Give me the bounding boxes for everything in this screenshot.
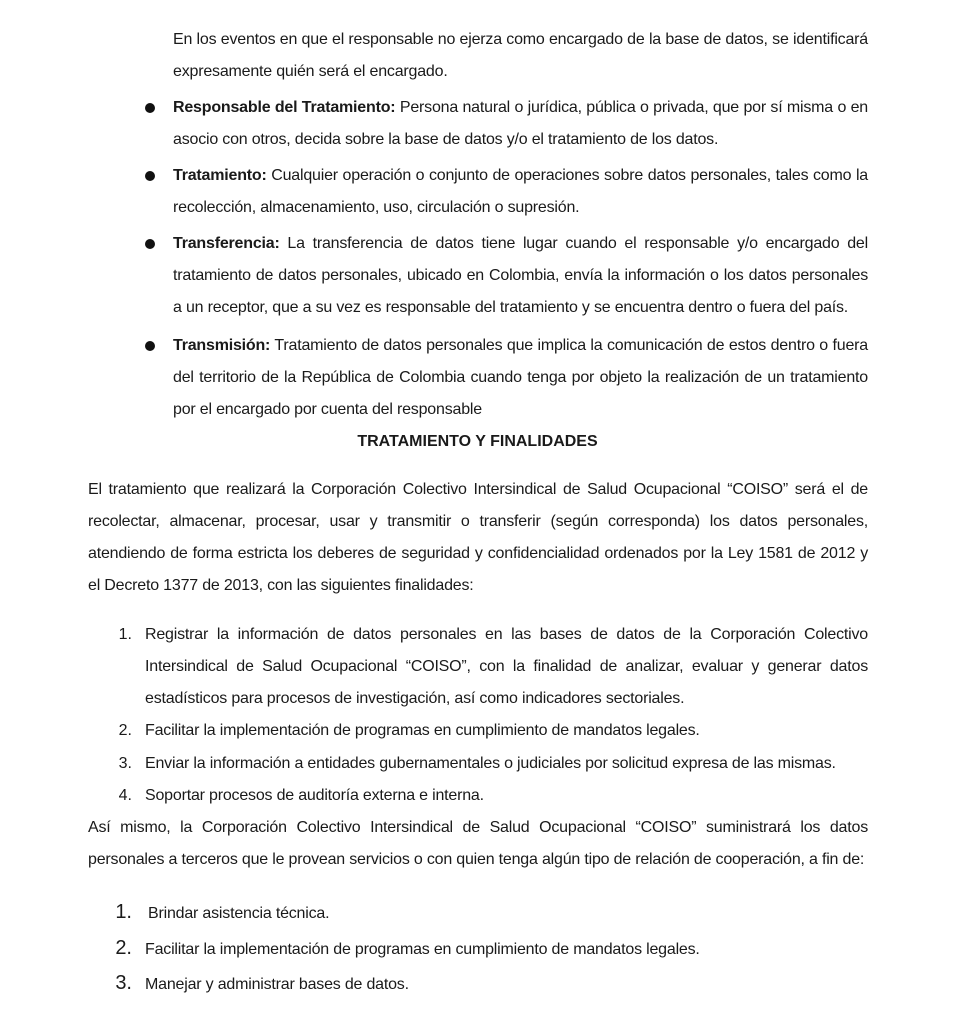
- definition-text: Cualquier operación o conjunto de operaciones sobre datos personales, tales como la recolección, almacenamiento, uso, circulación o supresión.: [173, 167, 868, 216]
- definition-item: [173, 160, 868, 224]
- bullet-dot-icon: [145, 239, 155, 249]
- bullet-dot-icon: [145, 103, 155, 113]
- list-number: 2.: [118, 722, 132, 739]
- definition-item: [173, 330, 868, 426]
- definition-term: Transferencia:: [173, 235, 280, 252]
- section-heading: TRATAMIENTO Y FINALIDADES: [357, 433, 598, 450]
- definition-item: [173, 228, 868, 324]
- definition-text: Tratamiento de datos personales que implica la comunicación de estos dentro o fuera del territorio de la República de Colombia cuando tenga por objeto la realización de un tratamiento por el encargado por cuenta del responsable: [173, 337, 868, 418]
- list-item: Facilitar la implementación de programas en cumplimiento de mandatos legales.: [145, 941, 700, 958]
- section-paragraph: El tratamiento que realizará la Corporación Colectivo Intersindical de Salud Ocupacional “COISO” será el de recolectar, almacenar, procesar, usar y transmitir o transferir (según corresponda) los datos personales, atendiendo de forma estricta los deberes de seguridad y confidencialidad ordenados por la Ley 1581 de 2012 y el Decreto 1377 de 2013, con las siguientes finalidades:: [88, 481, 868, 594]
- list-item: Brindar asistencia técnica.: [148, 905, 330, 922]
- list-item: Manejar y administrar bases de datos.: [145, 976, 409, 993]
- definition-text: Persona natural o jurídica, pública o privada, que por sí misma o en asocio con otros, decida sobre la base de datos y/o el tratamiento de los datos.: [173, 99, 868, 148]
- list-item: Soportar procesos de auditoría externa e interna.: [145, 787, 484, 804]
- list-item: Enviar la información a entidades gubernamentales o judiciales por solicitud expresa de las mismas.: [145, 755, 836, 772]
- terceros-paragraph: Así mismo, la Corporación Colectivo Intersindical de Salud Ocupacional “COISO” suministrará los datos personales a terceros que le provean servicios o con quien tenga algún tipo de relación de cooperación, a fin de:: [88, 819, 868, 868]
- definition-item: [173, 92, 868, 156]
- list-item: Registrar la información de datos personales en las bases de datos de la Corporación Colectivo Intersindical de Salud Ocupacional “COISO”, con la finalidad de analizar, evaluar y generar datos estadísticos para procesos de investigación, así como indicadores sectoriales.: [145, 626, 868, 707]
- definition-term: Responsable del Tratamiento:: [173, 99, 396, 116]
- definition-term: Tratamiento:: [173, 167, 267, 184]
- list-number: 1.: [118, 626, 132, 643]
- list-number: 3.: [115, 972, 132, 994]
- list-number: 2.: [115, 937, 132, 959]
- bullet-dot-icon: [145, 171, 155, 181]
- bullet-dot-icon: [145, 341, 155, 351]
- list-number: 3.: [118, 755, 132, 772]
- list-item: Facilitar la implementación de programas en cumplimiento de mandatos legales.: [145, 722, 700, 739]
- definition-term: Transmisión:: [173, 337, 271, 354]
- definition-text: La transferencia de datos tiene lugar cuando el responsable y/o encargado del tratamiento de datos personales, ubicado en Colombia, envía la información o los datos personales a un receptor, que a su vez es responsable del tratamiento y se encuentra dentro o fuera del país.: [173, 235, 868, 316]
- intro-continuation: En los eventos en que el responsable no ejerza como encargado de la base de datos, se identificará expresamente quién será el encargado.: [173, 31, 868, 80]
- list-number: 1.: [115, 901, 132, 923]
- list-number: 4.: [118, 787, 132, 804]
